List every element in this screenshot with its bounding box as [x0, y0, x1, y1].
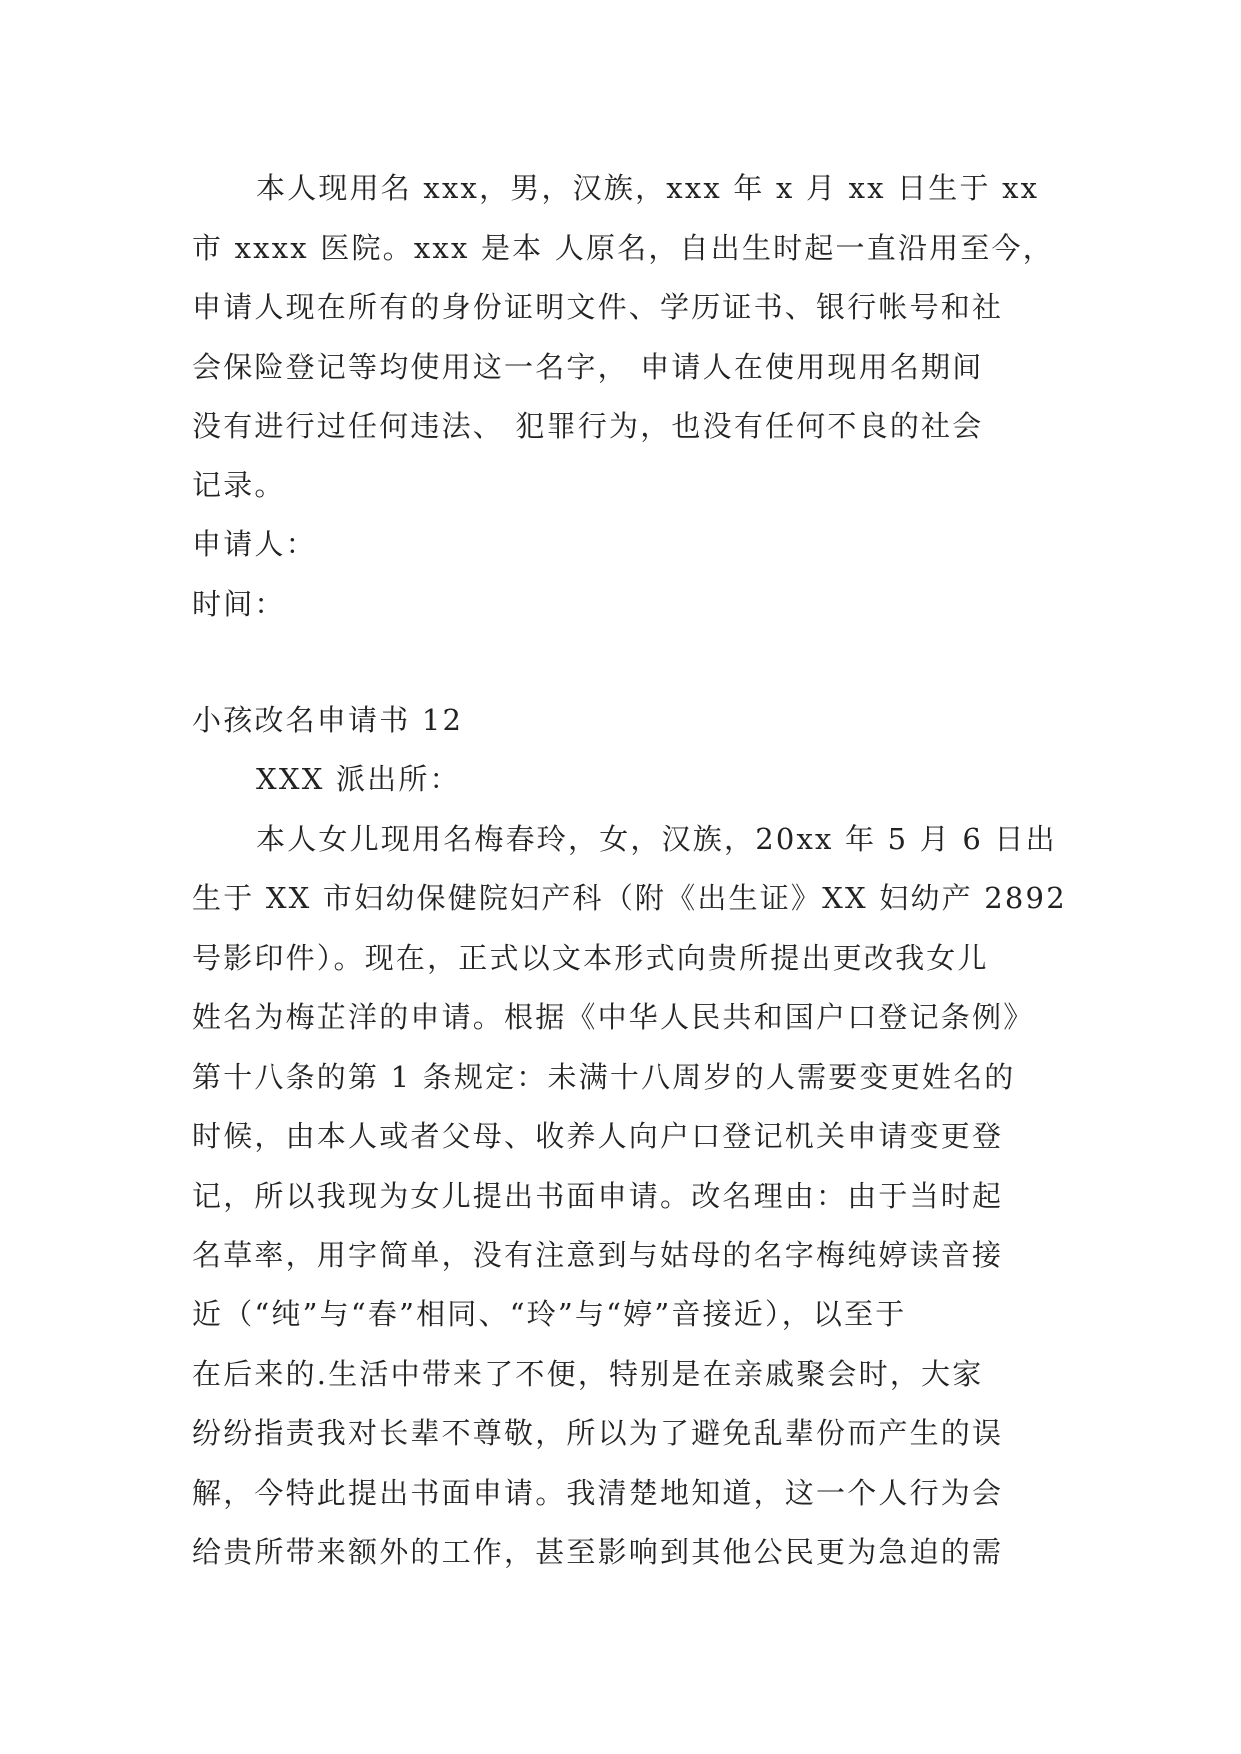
- paragraph-line: 记录。: [192, 468, 286, 502]
- paragraph-line: 近（“纯”与“春”相同、“玲”与“婷”音接近），以至于: [192, 1297, 907, 1331]
- paragraph-line: 姓名为梅芷洋的申请。根据《中华人民共和国户口登记条例》: [192, 1000, 1035, 1034]
- paragraph-line: 会保险登记等均使用这一名字， 申请人在使用现用名期间: [192, 350, 984, 384]
- paragraph-line: 记，所以我现为女儿提出书面申请。改名理由：由于当时起: [192, 1179, 1004, 1213]
- paragraph-line: 生于 XX 市妇幼保健院妇产科（附《出生证》XX 妇幼产 2892: [192, 881, 1067, 915]
- paragraph-line: 解，今特此提出书面申请。我清楚地知道，这一个人行为会: [192, 1476, 1004, 1510]
- paragraph-line: 给贵所带来额外的工作，甚至影响到其他公民更为急迫的需: [192, 1535, 1004, 1569]
- paragraph-line: 没有进行过任何违法、 犯罪行为，也没有任何不良的社会: [192, 409, 984, 443]
- addressee: XXX 派出所：: [256, 762, 461, 796]
- paragraph-line: 号影印件）。现在，正式以文本形式向贵所提出更改我女儿: [192, 941, 989, 975]
- applicant-label: 申请人：: [192, 527, 317, 561]
- paragraph-line: 本人女儿现用名梅春玲，女，汉族，20xx 年 5 月 6 日出: [256, 822, 1057, 856]
- paragraph-line: 在后来的.生活中带来了不便，特别是在亲戚聚会时，大家: [192, 1357, 984, 1391]
- section-title: 小孩改名申请书 12: [192, 703, 464, 737]
- paragraph-line: 第十八条的第 1 条规定：未满十八周岁的人需要变更姓名的: [192, 1060, 1016, 1094]
- time-label: 时间：: [192, 587, 286, 621]
- paragraph-line: 时候，由本人或者父母、收养人向户口登记机关申请变更登: [192, 1119, 1004, 1153]
- paragraph-line: 本人现用名 xxx，男，汉族，xxx 年 x 月 xx 日生于 xx: [256, 171, 1040, 205]
- paragraph-line: 市 xxxx 医院。xxx 是本 人原名，自出生时起一直沿用至今，: [192, 231, 1054, 265]
- paragraph-line: 名草率，用字简单，没有注意到与姑母的名字梅纯婷读音接: [192, 1238, 1004, 1272]
- paragraph-line: 申请人现在所有的身份证明文件、学历证书、银行帐号和社: [192, 290, 1004, 324]
- paragraph-line: 纷纷指责我对长辈不尊敬，所以为了避免乱辈份而产生的误: [192, 1416, 1004, 1450]
